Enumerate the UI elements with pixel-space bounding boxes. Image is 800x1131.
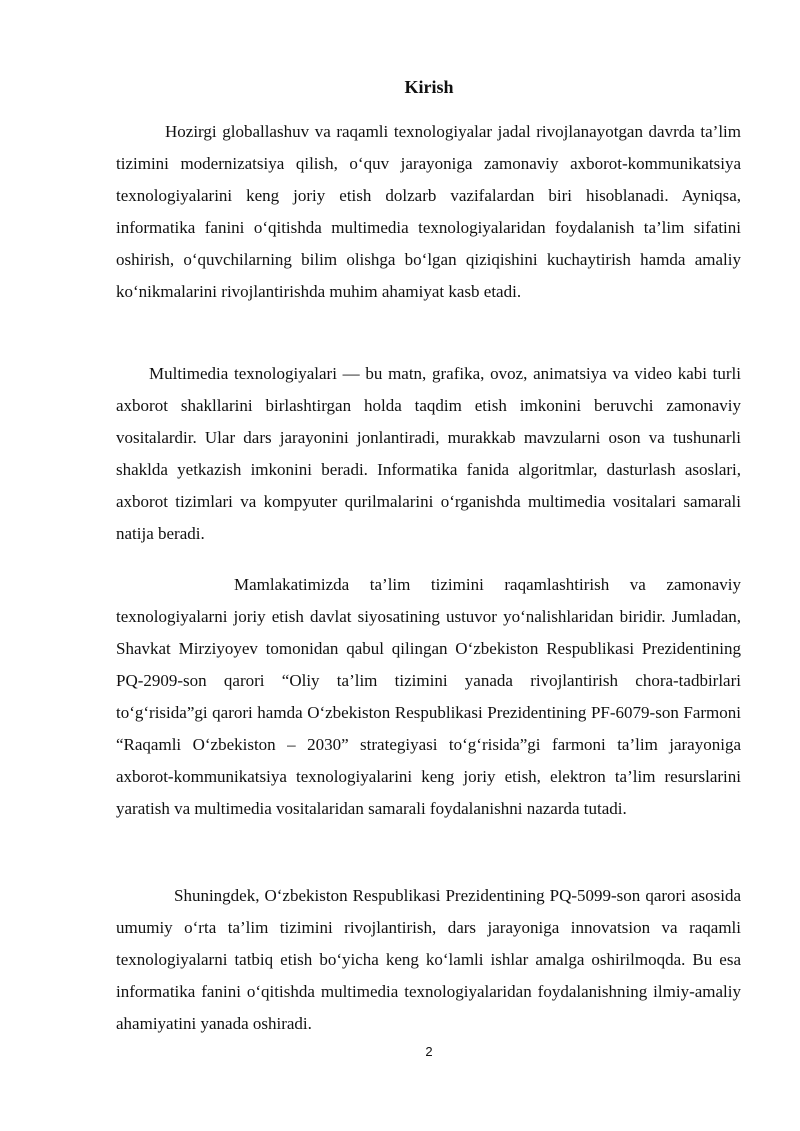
paragraph-state-policy: Mamlakatimizda ta’lim tizimini raqamlashtirish va zamonaviy texnologiyalarni joriy etish davlat siyosatining ustuvor yo‘nalishlaridan biridir. Jumladan, Shavkat Mirziyoyev tomonidan qabul qilingan O‘zbekiston Respublikasi Prezidentining PQ-2909-son qarori “Oliy ta’lim tizimini yanada rivojlantirish chora-tadbirlari to‘g‘risida”gi qarori hamda O‘zbekiston Respublikasi Prezidentining PF-6079-son Farmoni “Raqamli O‘zbekiston – 2030” strategiyasi to‘g‘risida”gi farmoni ta’lim jarayoniga axborot-kommunikatsiya texnologiyalarini keng joriy etish, elektron ta’lim resurslarini yaratish va multimedia vositalaridan samarali foydalanishni nazarda tutadi. <box>116 575 741 818</box>
paragraph-multimedia-definition: Multimedia texnologiyalari — bu matn, grafika, ovoz, animatsiya va video kabi turli axborot shakllarini birlashtirgan holda taqdim etish imkonini beruvchi zamonaviy vositalardir. Ular dars jarayonini jonlantiradi, murakkab mavzularni oson va tushunarli shaklda yetkazish imkonini beradi. Informatika fanida algoritmlar, dasturlash asoslari, axborot tizimlari va kompyuter qurilmalarini o‘rganishda multimedia vositalari samarali natija beradi. <box>116 364 741 543</box>
paragraph-pq-5099: Shuningdek, O‘zbekiston Respublikasi Prezidentining PQ-5099-son qarori asosida umumiy o‘rta ta’lim tizimini rivojlantirish, dars jarayoniga innovatsion va raqamli texnologiyalarni tatbiq etish bo‘yicha keng ko‘lamli ishlar amalga oshirilmoqda. Bu esa informatika fanini o‘qitishda multimedia texnologiyalaridan foydalanishning ilmiy-amaliy ahamiyatini yanada oshiradi. <box>116 886 741 1033</box>
paragraph-introduction: Hozirgi globallashuv va raqamli texnologiyalar jadal rivojlanayotgan davrda ta’lim tizimini modernizatsiya qilish, o‘quv jarayoniga zamonaviy axborot-kommunikatsiya texnologiyalarini keng joriy etish dolzarb vazifalardan biri hisoblanadi. Ayniqsa, informatika fanini o‘qitishda multimedia texnologiyalaridan foydalanish ta’lim sifatini oshirish, o‘quvchilarning bilim olishga bo‘lgan qiziqishini kuchaytirish hamda amaliy ko‘nikmalarini rivojlantirishda muhim ahamiyat kasb etadi. <box>116 122 741 301</box>
page-number: 2 <box>425 1044 433 1059</box>
section-title: Kirish <box>404 77 454 97</box>
